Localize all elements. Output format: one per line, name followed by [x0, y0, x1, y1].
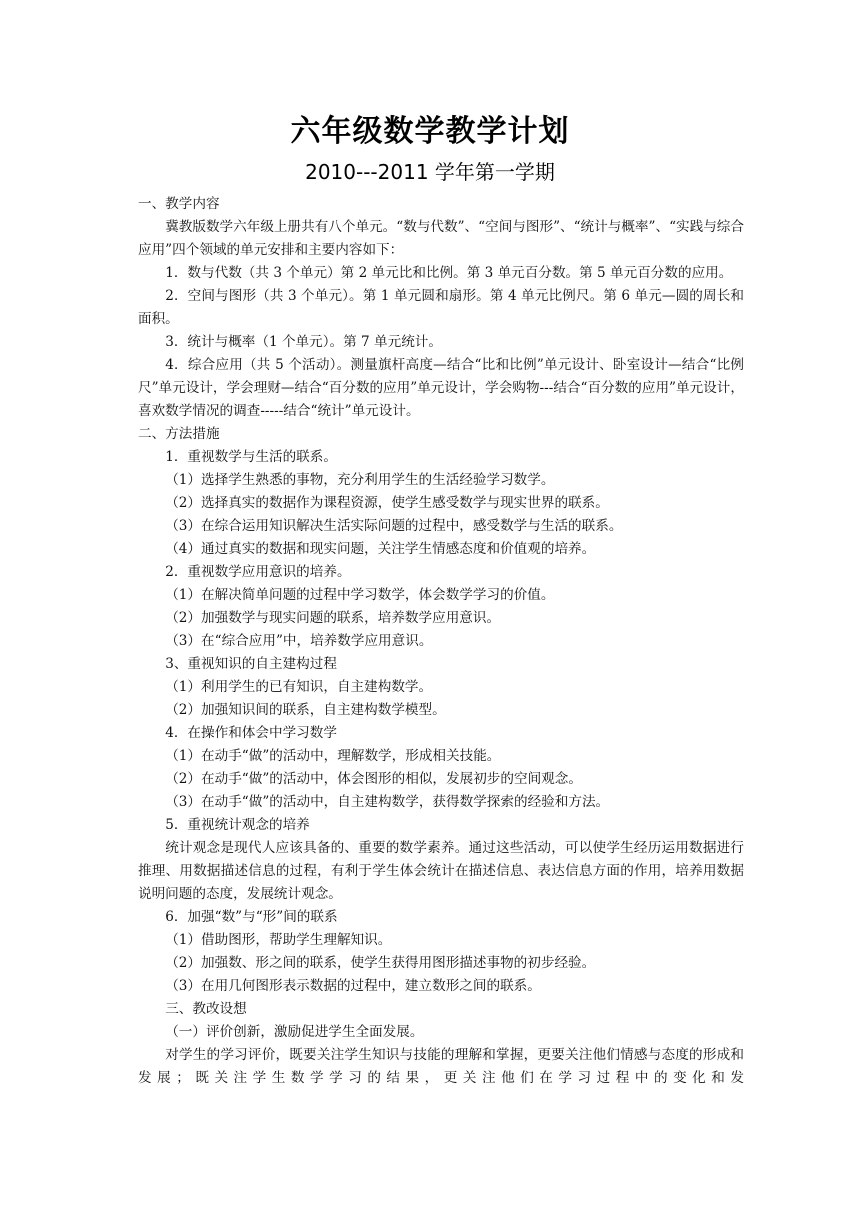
subheading: 3、重视知识的自主建构过程	[165, 656, 337, 672]
list-item: （2）加强数、形之间的联系，使学生获得用图形描述事物的初步经验。	[165, 955, 596, 971]
subheading: 5．重视统计观念的培养	[165, 817, 310, 833]
subheading: （一）评价创新，激励促进学生全面发展。	[165, 1024, 424, 1040]
list-item: （1）在解决简单问题的过程中学习数学，体会数学学习的价值。	[165, 587, 555, 603]
section-heading: 二、方法措施	[138, 426, 220, 442]
section-heading: 一、教学内容	[138, 196, 220, 212]
list-item: （4）通过真实的数据和现实问题，关注学生情感态度和价值观的培养。	[165, 541, 596, 557]
list-item: （3）在动手“做”的活动中，自主建构数学，获得数学探索的经验和方法。	[165, 794, 610, 810]
subheading: 2．重视数学应用意识的培养。	[165, 564, 351, 580]
subheading: 6．加强“数”与“形”间的联系	[165, 909, 338, 925]
paragraph: 4．综合应用（共 5 个活动）。测量旗杆高度—结合“比和比例”单元设计、卧室设计—结合“比例尺”单元设计，学会理财—结合“百分数的应用”单元设计，学会购物---结合“百分数的应用”单元设计，喜欢数学情况的调查-----结合“统计”单元设计。	[138, 357, 744, 419]
paragraph: 统计观念是现代人应该具备的、重要的数学素养。通过这些活动，可以使学生经历运用数据进行推理、用数据描述信息的过程，有利于学生体会统计在描述信息、表达信息方面的作用，培养用数据说明问题的态度，发展统计观念。	[138, 840, 744, 902]
section-heading: 三、教改设想	[165, 1001, 247, 1017]
paragraph: 2．空间与图形（共 3 个单元）。第 1 单元圆和扇形。第 4 单元比例尺。第 6 单元—圆的周长和面积。	[138, 288, 744, 327]
document-title: 六年级数学教学计划	[290, 114, 570, 149]
list-item: （1）在动手“做”的活动中，理解数学，形成相关技能。	[165, 748, 501, 764]
list-item: （2）加强知识间的联系，自主建构数学模型。	[165, 702, 446, 718]
paragraph: 1．数与代数（共 3 个单元）第 2 单元比和比例。第 3 单元百分数。第 5 单元百分数的应用。	[165, 265, 733, 281]
paragraph: 冀教版数学六年级上册共有八个单元。“数与代数”、“空间与图形”、“统计与概率”、“实践与综合应用”四个领域的单元安排和主要内容如下：	[138, 219, 744, 258]
paragraph: 3．统计与概率（1 个单元）。第 7 单元统计。	[165, 334, 442, 350]
list-item: （1）选择学生熟悉的事物，充分利用学生的生活经验学习数学。	[165, 472, 555, 488]
list-item: （1）利用学生的已有知识，自主建构数学。	[165, 679, 433, 695]
list-item: （3）在“综合应用”中，培养数学应用意识。	[165, 633, 433, 649]
list-item: （2）加强数学与现实问题的联系，培养数学应用意识。	[165, 610, 501, 626]
document-subtitle: 2010---2011 学年第一学期	[305, 160, 555, 184]
list-item: （3）在综合运用知识解决生活实际问题的过程中，感受数学与生活的联系。	[165, 518, 623, 534]
subheading: 4．在操作和体会中学习数学	[165, 725, 337, 741]
paragraph: 对学生的学习评价，既要关注学生知识与技能的理解和掌握，更要关注他们情感与态度的形成和发展；既关注学生数学学习的结果，更关注他们在学习过程中的变化和发	[138, 1047, 744, 1086]
subheading: 1．重视数学与生活的联系。	[165, 449, 337, 465]
list-item: （2）在动手“做”的活动中，体会图形的相似，发展初步的空间观念。	[165, 771, 582, 787]
list-item: （1）借助图形，帮助学生理解知识。	[165, 932, 392, 948]
list-item: （2）选择真实的数据作为课程资源，使学生感受数学与现实世界的联系。	[165, 495, 609, 511]
document-body	[138, 193, 744, 1090]
list-item: （3）在用几何图形表示数据的过程中，建立数形之间的联系。	[165, 978, 541, 994]
